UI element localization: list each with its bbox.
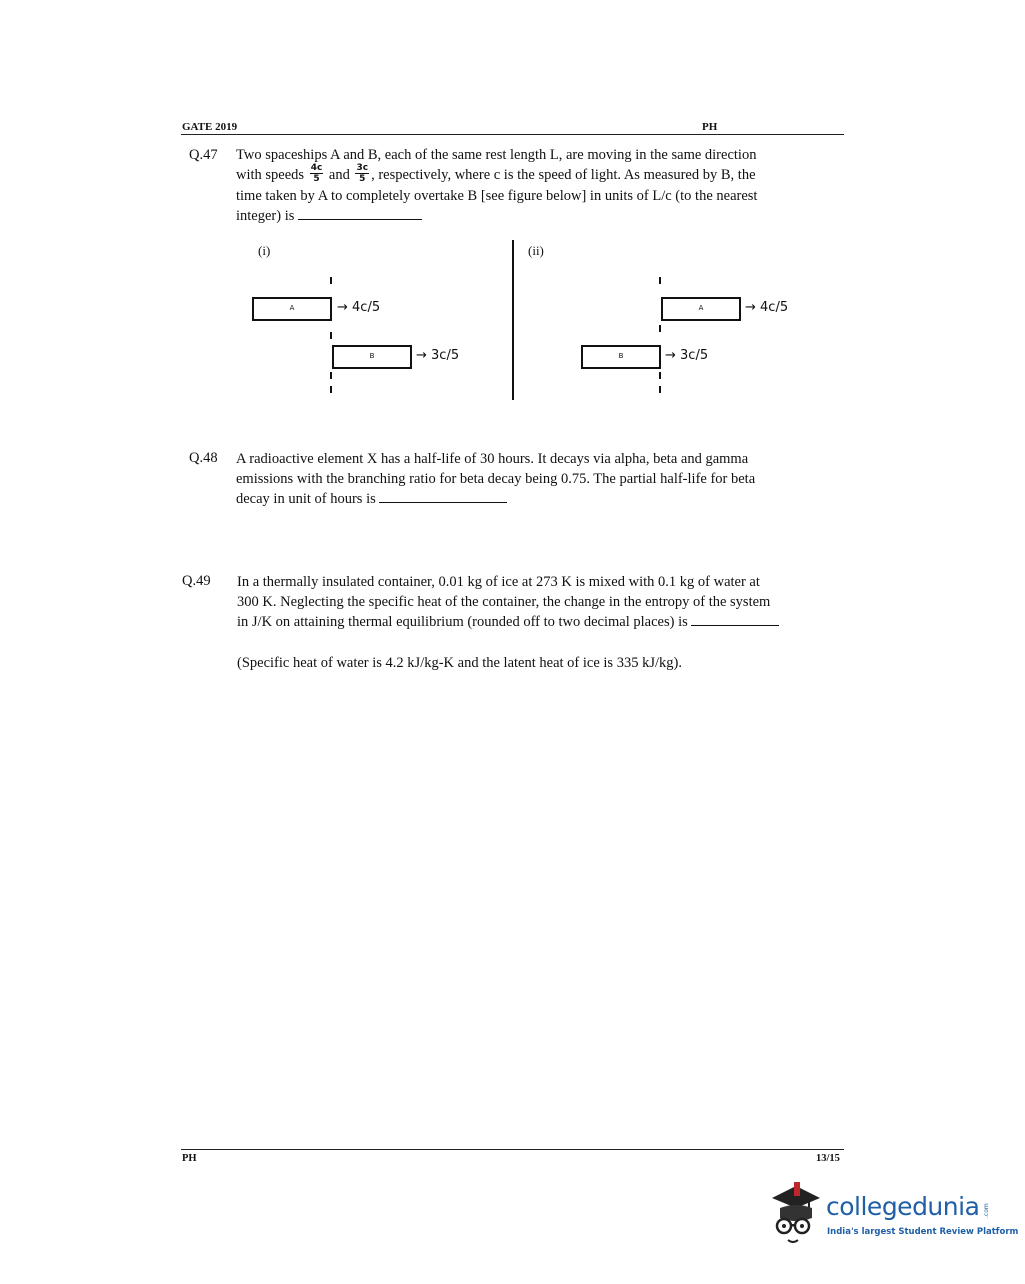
q47-line2	[236, 165, 834, 186]
q49-text	[237, 572, 843, 632]
ship-b-panel-i: B	[332, 345, 412, 369]
footer-rule	[181, 1149, 844, 1150]
ship-a-panel-ii: A	[661, 297, 741, 321]
speed-b-panel-i: → 3c/5	[416, 348, 460, 363]
ship-b-panel-ii: B	[581, 345, 661, 369]
logo-tagline: India's largest Student Review Platform	[827, 1227, 1019, 1237]
q49-line1: In a thermally insulated container, 0.01 kg of ice at 273 K is mixed with 0.1 kg of water at	[237, 574, 760, 590]
panel-i-label: (i)	[258, 243, 271, 258]
q48-line2: emissions with the branching ratio for beta decay being 0.75. The partial half-life for beta	[236, 471, 756, 487]
q47-line3: time taken by A to completely overtake B [see figure below] in units of L/c (to the nearest	[236, 188, 758, 205]
q48-line1: A radioactive element X has a half-life of 30 hours. It decays via alpha, beta and gamma	[236, 451, 749, 467]
q49-answer-blank	[691, 612, 779, 626]
q49-line3: in J/K on attaining thermal equilibrium (rounded off to two decimal places) is	[237, 612, 843, 632]
q47-line1: Two spaceships A and B, each of the same rest length L, are moving in the same direction	[236, 147, 757, 163]
speed-a-panel-i: → 4c/5	[337, 300, 381, 315]
ship-a-panel-i: A	[252, 297, 332, 321]
q47-line2-and: and	[328, 167, 350, 183]
q47-line4: integer) is	[236, 206, 834, 226]
q47-line2-pre: with speeds	[236, 167, 305, 183]
q47-line2-post: , respectively, where c is the speed of light. As measured by B, the	[371, 167, 756, 183]
q48-answer-blank	[379, 489, 507, 503]
panel-ii-label: (ii)	[528, 243, 544, 258]
fraction-3c-5: $\frac{3c}{5}$	[356, 163, 369, 185]
q49-line2: 300 K. Neglecting the specific heat of the container, the change in the entropy of the system	[237, 594, 771, 610]
q48-line3: decay in unit of hours is	[236, 489, 834, 509]
q48-text	[236, 449, 834, 509]
panel-divider	[512, 240, 514, 400]
q47-text	[236, 145, 834, 226]
q49-number: Q.49	[182, 573, 211, 589]
q48-number: Q.48	[189, 450, 218, 466]
q47-number: Q.47	[189, 147, 218, 163]
speed-b-panel-ii: → 3c/5	[665, 348, 709, 363]
fraction-4c-5: $\frac{4c}{5}$	[310, 163, 323, 185]
q49-note: (Specific heat of water is 4.2 kJ/kg-K and the latent heat of ice is 335 kJ/kg).	[237, 655, 682, 671]
logo-wordmark: collegedunia	[826, 1192, 980, 1221]
page-number: 13/15	[816, 1153, 840, 1164]
footer-subject-code: PH	[182, 1153, 197, 1164]
header-exam-title: GATE 2019	[182, 121, 238, 133]
header-subject-code: PH	[702, 121, 718, 133]
header-rule	[181, 134, 844, 135]
q47-answer-blank	[298, 206, 422, 220]
speed-a-panel-ii: → 4c/5	[745, 300, 789, 315]
logo-com-suffix: .com	[983, 1203, 990, 1218]
mascot-icon	[766, 1178, 826, 1248]
